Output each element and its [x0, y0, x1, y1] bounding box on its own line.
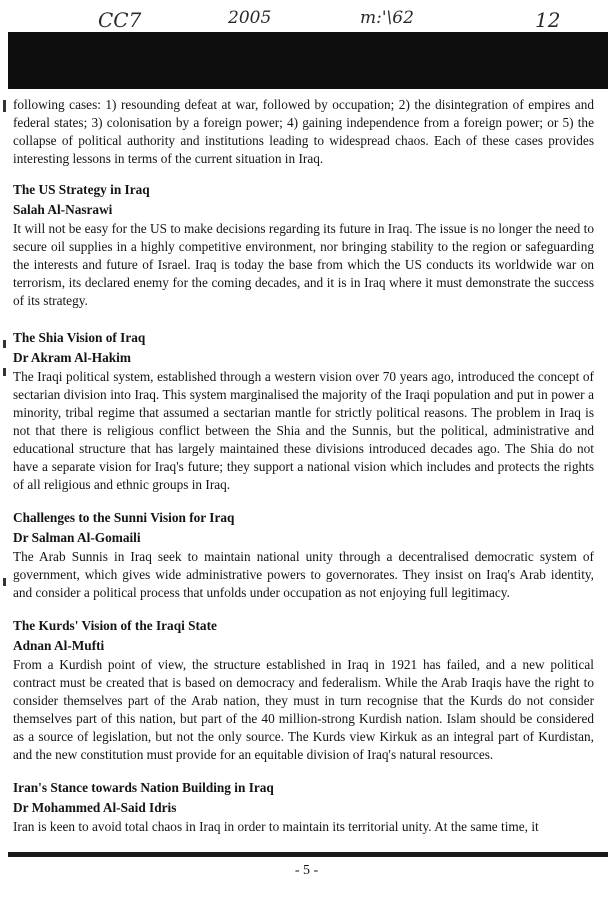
- section-sunni-vision: [13, 508, 594, 602]
- section-title: The Kurds' Vision of the Iraqi State: [13, 618, 217, 633]
- footer-rule: [8, 852, 608, 857]
- section-body: The Arab Sunnis in Iraq seek to maintain national unity through a decentralised democratic system of government, which gives wide administrative powers to governorates. They insist on Iraq's Arab identity, and consider a political process that unfolds under occupation as not enjoying full legitimacy.: [13, 549, 594, 600]
- section-body: The Iraqi political system, established through a western vision over 70 years ago, introduced the concept of sectarian division into Iraq. This system marginalised the majority of the Iraqi population and put in power a minority, tribal regime that assumed a sectarian mantle for strictly political reasons. The problem in Iraq is not that there is religious conflict between the Shia and the Sunnis, but the political, administrative and educational structure that has largely maintained these divisions introduced decades ago. The Shia do not have a separate vision for Iraq's future; they support a national vision which includes and protects the rights of all religious and ethnic groups in Iraq.: [13, 369, 594, 492]
- margin-mark: [3, 100, 6, 112]
- handwritten-note: 2005: [228, 8, 272, 28]
- section-author: Dr Mohammed Al-Said Idris: [13, 800, 177, 815]
- section-us-strategy: [13, 180, 594, 310]
- handwritten-annotations: [0, 6, 613, 32]
- margin-mark: [3, 340, 6, 348]
- section-kurds-vision: [13, 616, 594, 764]
- handwritten-note: 12: [535, 8, 561, 32]
- section-author: Adnan Al-Mufti: [13, 638, 105, 653]
- section-body: It will not be easy for the US to make decisions regarding its future in Iraq. The issue is no longer the need to secure oil supplies in a highly competitive environment, nor bringing stability to the region or safeguarding the interests and future of Israel. Iraq is today the base from which the US conducts its worldwide war on terrorism, its declared enemy for the coming decades, and it is in Iraq where it must demonstrate the success of its strategy.: [13, 221, 594, 308]
- section-title: The Shia Vision of Iraq: [13, 330, 146, 345]
- page-number: - 5 -: [294, 863, 319, 878]
- section-author: Dr Salman Al-Gomaili: [13, 530, 141, 545]
- intro-paragraph: following cases: 1) resounding defeat at war, followed by occupation; 2) the disintegration of empires and federal states; 3) colonisation by a foreign power; 4) gaining independence from a foreign power; or 5) the collapse of political authority and institutions leading to widespread chaos. Each of these cases provides interesting lessons in terms of the current situation in Iraq.: [13, 97, 594, 166]
- section-title: The US Strategy in Iraq: [13, 182, 150, 197]
- handwritten-note: m:'\62: [360, 8, 414, 28]
- section-author: Dr Akram Al-Hakim: [13, 350, 131, 365]
- section-body: From a Kurdish point of view, the structure established in Iraq in 1921 has failed, and a new political contract must be created that is based on democracy and federalism. While the Arab Iraqis have the right to consider themselves part of the Arab nation, they must in turn recognise that the Kurds do not consider themselves part of this nation, but part of the 40 million-strong Kurdish nation. Islam should be considered as a source of legislation, but not the only source. The Kurds view Kirkuk as an integral part of Kurdistan, and the new constitution must provide for an equitable division of Iraq's natural resources.: [13, 657, 594, 762]
- section-author: Salah Al-Nasrawi: [13, 202, 113, 217]
- margin-mark: [3, 368, 6, 376]
- section-title: Iran's Stance towards Nation Building in Iraq: [13, 780, 274, 795]
- section-iran-stance: [13, 778, 594, 836]
- header-bar: [8, 32, 608, 89]
- section-title: Challenges to the Sunni Vision for Iraq: [13, 510, 235, 525]
- page-content: [13, 96, 594, 836]
- handwritten-note: CC7: [98, 8, 142, 32]
- margin-mark: [3, 578, 6, 586]
- section-body: Iran is keen to avoid total chaos in Iraq in order to maintain its territorial unity. At the same time, it: [13, 819, 539, 834]
- section-shia-vision: [13, 328, 594, 494]
